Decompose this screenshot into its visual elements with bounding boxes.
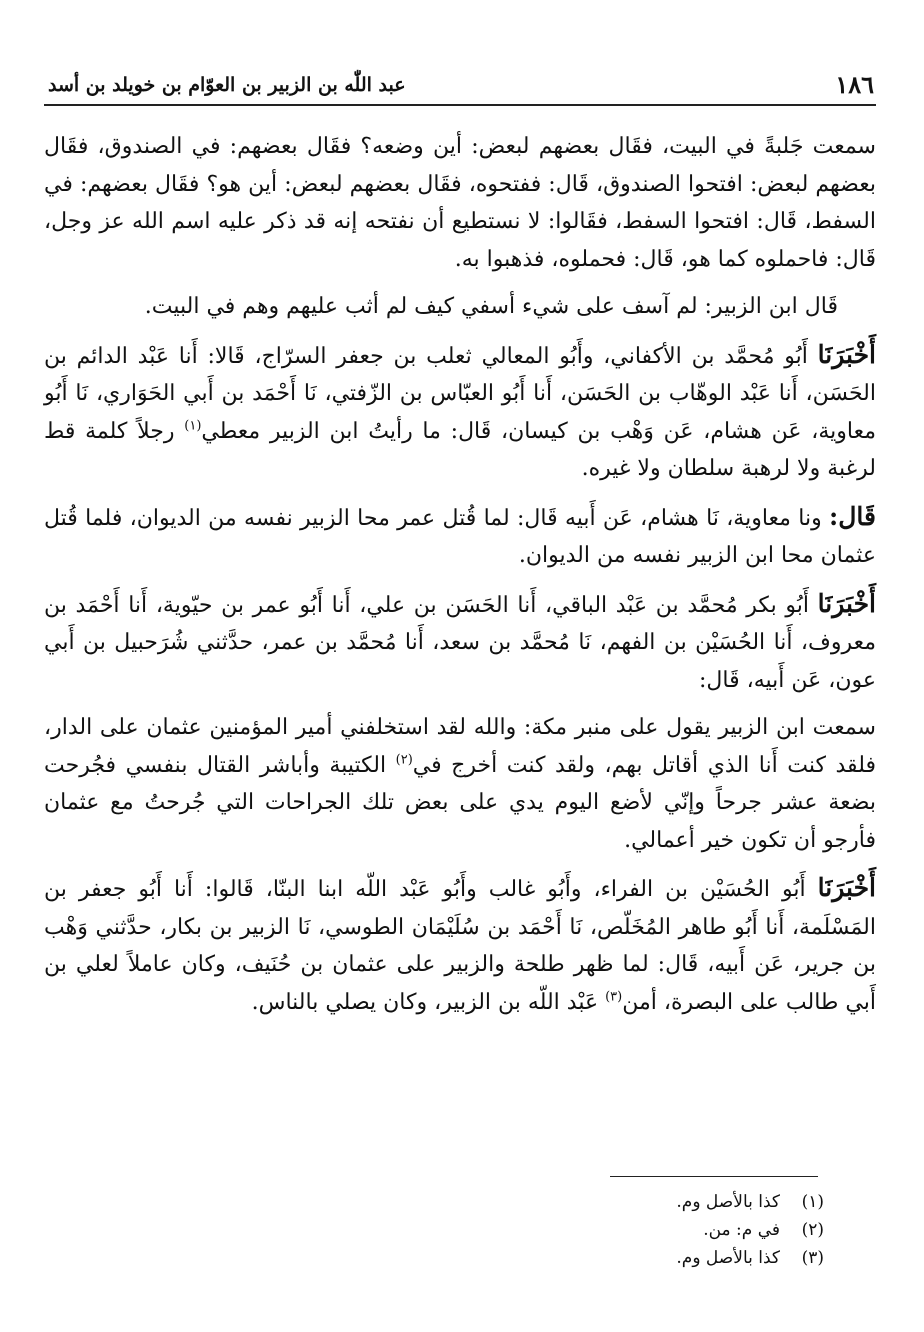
paragraph bbox=[44, 498, 876, 575]
footnote-text: في م: من. bbox=[703, 1220, 780, 1240]
footnote-text: كذا بالأصل وم. bbox=[676, 1192, 780, 1212]
isnad-keyword: قَال: bbox=[829, 501, 876, 531]
paragraph bbox=[44, 585, 876, 700]
paragraph-text: سمعت ابن الزبير يقول على منبر مكة: والله لقد استخلفني أمير المؤمنين عثمان على الدار، فلقد كنت أَنا الذي أقاتل بهم، ولقد كنت أخرج في bbox=[44, 715, 876, 778]
footnote bbox=[424, 1188, 824, 1216]
footnote-ref[interactable]: (٢) bbox=[395, 752, 413, 768]
isnad-keyword: أَخْبَرَنَا bbox=[817, 873, 876, 902]
paragraph-text: أَبُو الحُسَيْن بن الفراء، وأَبُو غالب وأَبُو عَبْد اللّه ابنا البنّا، قَالوا: أَنا أَبُو جعفر بن المَسْلَمة، أَنا أَبُو طاهر المُخَلّص، نَا أَحْمَد بن سُلَيْمَان الطوسي، نَا الزبير بن بكار، حدَّثني وَهْب بن جرير، عَن أَبيه، قَال: لما ظهر طلحة والزبير على عثمان بن حُنَيف، وكان عاملاً لعلي بن أَبي طالب على البصرة، أمن bbox=[44, 877, 876, 1015]
isnad-keyword: أَخْبَرَنَا bbox=[817, 588, 876, 618]
page-body bbox=[44, 128, 876, 1031]
paragraph-text: قَال ابن الزبير: لم آسف على شيء أسفي كيف لم أثب عليهم وهم في البيت. bbox=[144, 294, 838, 319]
paragraph-text: سمعت جَلبةً في البيت، فقَال بعضهم لبعض: أين وضعه؟ فقَال بعضهم: في الصندوق، فقَال بعضهم لبعض: افتحوا الصندوق، قَال: ففتحوه، فقَال بعضهم لبعض: أين هو؟ فقَال بعضهم: في السفط، قَال: افتحوا السفط، فقَالوا: لا نستطيع أن نفتحه إنه قد ذكر عليه اسم الله عز وجل، قَال: فاحملوه كما هو، قَال: فحملوه، فذهبوا به. bbox=[44, 134, 876, 272]
paragraph bbox=[44, 128, 876, 278]
paragraph-text: أَبُو مُحمَّد بن الأكفاني، وأَبُو المعالي ثعلب بن جعفر السرّاج، قَالا: أَنا عَبْد الدائم بن الحَسَن، أَنا عَبْد الوهّاب بن الحَسَن، أَنا أَبُو العبّاس بن الزّفتي، نَا أَحْمَد بن أَبي الحَوَاري، نَا أَبُو معاوية، عَن هشام، عَن وَهْب بن كيسان، قَال: ما رأيتُ ابن الزبير معطي bbox=[44, 343, 876, 444]
paragraph-text: الكتيبة وأباشر القتال بنفسي فجُرحت بضعة عشر جرحاً وإنّي لأضع اليوم يدي على بعض تلك الجراحات التي جُرحتُ مع عثمان فأرجو أن تكون خير أعمالي. bbox=[44, 752, 876, 853]
footnote-number: (٣) bbox=[801, 1248, 824, 1268]
footnotes bbox=[424, 1188, 824, 1272]
footnote-divider bbox=[610, 1176, 818, 1177]
paragraph-text: عَبْد اللّه بن الزبير، وكان يصلي بالناس. bbox=[251, 989, 606, 1015]
footnote-number: (١) bbox=[801, 1192, 824, 1212]
footnote-ref[interactable]: (٣) bbox=[605, 989, 623, 1005]
footnote-number: (٢) bbox=[801, 1220, 824, 1240]
paragraph-text: أَبُو بكر مُحمَّد بن عَبْد الباقي، أَنا الحَسَن بن علي، أَنا أَبُو عمر بن حيّوية، أَنا أَحْمَد بن معروف، أَنا الحُسَيْن بن الفهم، نَا مُحمَّد بن سعد، أَنا مُحمَّد بن عمر، حدَّثني شُرَحبيل بن أَبي عون، عَن أَبيه، قَال: bbox=[44, 592, 876, 693]
running-head: عبد اللّٰه بن الزبير بن العوّام بن خويلد بن أسد bbox=[48, 74, 406, 96]
paragraph bbox=[44, 288, 876, 326]
paragraph bbox=[44, 336, 876, 488]
paragraph bbox=[44, 869, 876, 1021]
paragraph-text: ونا معاوية، نَا هشام، عَن أَبيه قَال: لما قُتل عمر محا الزبير نفسه من الديوان، فلما قُتل عثمان محا ابن الزبير نفسه من الديوان. bbox=[44, 505, 876, 568]
paragraph-text: رجلاً كلمة قط لرغبة ولا لرهبة سلطان ولا غيره. bbox=[44, 418, 876, 481]
paragraph bbox=[44, 709, 876, 859]
footnote bbox=[424, 1216, 824, 1244]
footnote bbox=[424, 1244, 824, 1272]
isnad-keyword: أَخْبَرَنَا bbox=[817, 339, 876, 369]
footnote-text: كذا بالأصل وم. bbox=[676, 1248, 780, 1268]
page-number: ١٨٦ bbox=[835, 70, 874, 99]
footnote-ref[interactable]: (١) bbox=[184, 418, 202, 434]
page-header bbox=[44, 66, 876, 106]
